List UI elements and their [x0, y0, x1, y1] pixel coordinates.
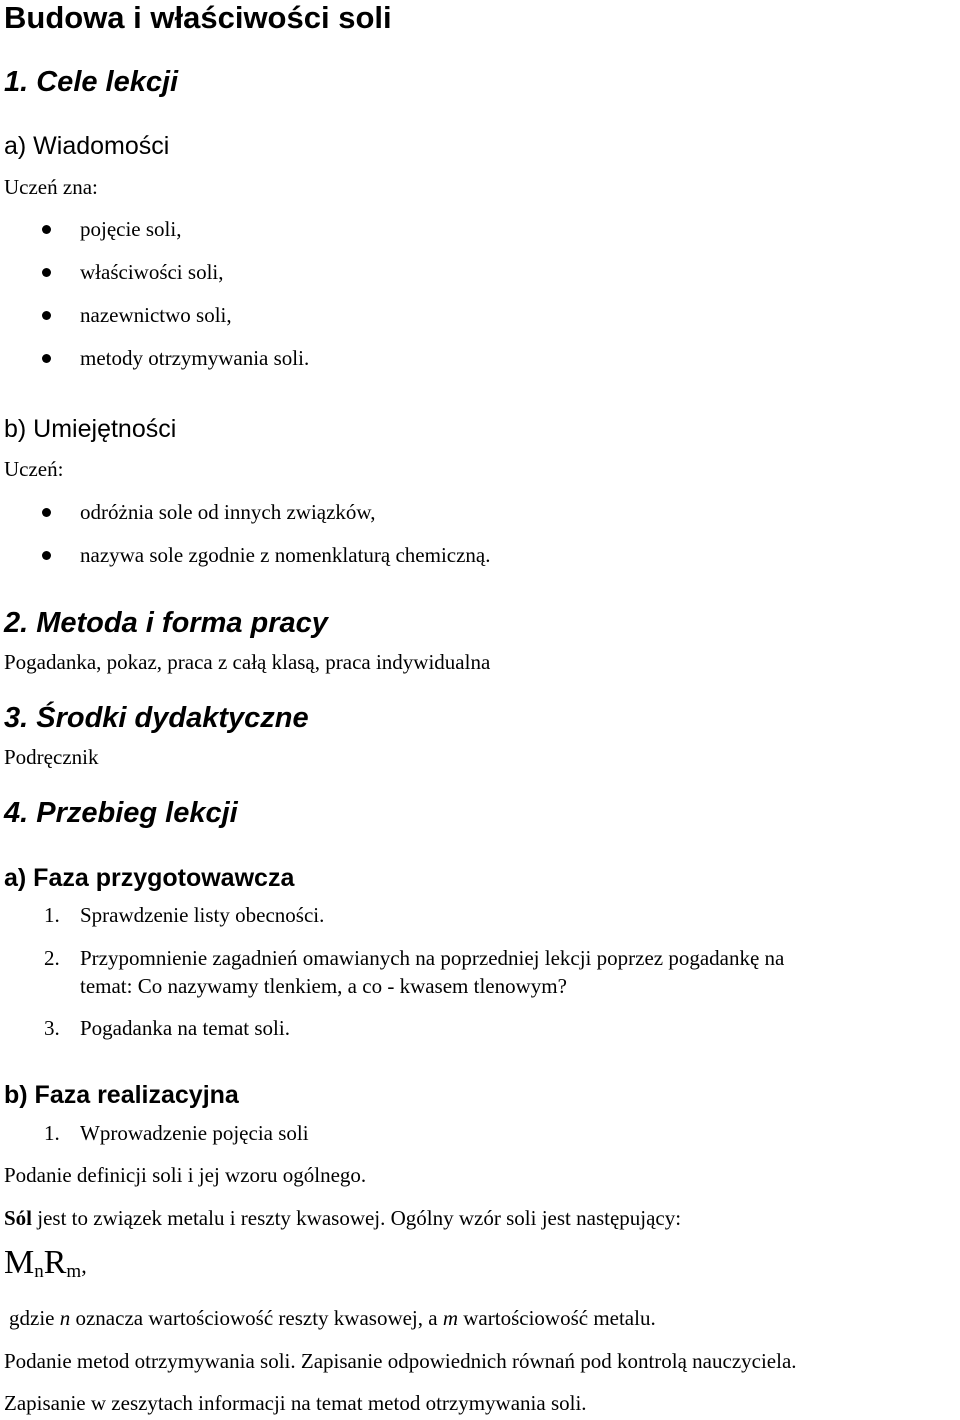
list-number: 2. — [44, 946, 60, 970]
definition-text: jest to związek metalu i reszty kwasowej. Ogólny wzór soli jest następujący: — [32, 1206, 682, 1230]
list-item: Pogadanka na temat soli. — [80, 1016, 290, 1040]
list-item: metody otrzymywania soli. — [80, 346, 310, 370]
formula-explanation: gdzie n oznacza wartościowość reszty kwasowej, a m wartościowość metalu. — [9, 1306, 656, 1330]
section-2-heading: 2. Metoda i forma pracy — [4, 607, 328, 639]
paragraph: Zapisanie w zeszytach informacji na temat metod otrzymywania soli. — [4, 1391, 587, 1415]
list-item-line: temat: Co nazywamy tlenkiem, a co - kwasem tlenowym? — [80, 974, 567, 998]
list-item: Sprawdzenie listy obecności. — [80, 903, 325, 927]
list-item: nazewnictwo soli, — [80, 303, 232, 327]
bullet-icon — [42, 268, 51, 277]
list-number: 3. — [44, 1016, 60, 1040]
section-2-text: Pogadanka, pokaz, praca z całą klasą, praca indywidualna — [4, 650, 491, 674]
paragraph: Podanie definicji soli i jej wzoru ogólnego. — [4, 1163, 367, 1187]
knowledge-intro: Uczeń zna: — [4, 175, 98, 199]
list-item-line: Przypomnienie zagadnień omawianych na poprzedniej lekcji poprzez pogadankę na — [80, 946, 785, 970]
section-3-heading: 3. Środki dydaktyczne — [4, 702, 309, 734]
salt-definition — [4, 1206, 681, 1231]
section-4-heading: 4. Przebieg lekcji — [4, 797, 238, 829]
bullet-icon — [42, 508, 51, 517]
list-item: nazywa sole zgodnie z nomenklaturą chemiczną. — [80, 543, 491, 567]
page-title: Budowa i właściwości soli — [4, 0, 392, 35]
paragraph: Podanie metod otrzymywania soli. Zapisanie odpowiednich równań pod kontrolą nauczyciela. — [4, 1349, 797, 1373]
list-item: odróżnia sole od innych związków, — [80, 500, 376, 524]
subsection-a-heading: a) Wiadomości — [4, 132, 170, 160]
salt-formula: $M_nR_m$, — [4, 1244, 87, 1282]
bold-term: Sól — [4, 1206, 33, 1230]
section-1-heading: 1. Cele lekcji — [4, 66, 179, 98]
section-3-text: Podręcznik — [4, 745, 99, 769]
list-item: właściwości soli, — [80, 260, 224, 284]
subsection-b-heading: b) Umiejętności — [4, 415, 177, 443]
phase-a-heading: a) Faza przygotowawcza — [4, 864, 295, 892]
list-item: pojęcie soli, — [80, 217, 182, 241]
bullet-icon — [42, 354, 51, 363]
bullet-icon — [42, 225, 51, 234]
skills-intro: Uczeń: — [4, 457, 64, 481]
bullet-icon — [42, 551, 51, 560]
list-item: Wprowadzenie pojęcia soli — [80, 1121, 309, 1145]
list-number: 1. — [44, 903, 60, 927]
bullet-icon — [42, 311, 51, 320]
phase-b-heading: b) Faza realizacyjna — [4, 1081, 239, 1109]
list-number: 1. — [44, 1121, 60, 1145]
